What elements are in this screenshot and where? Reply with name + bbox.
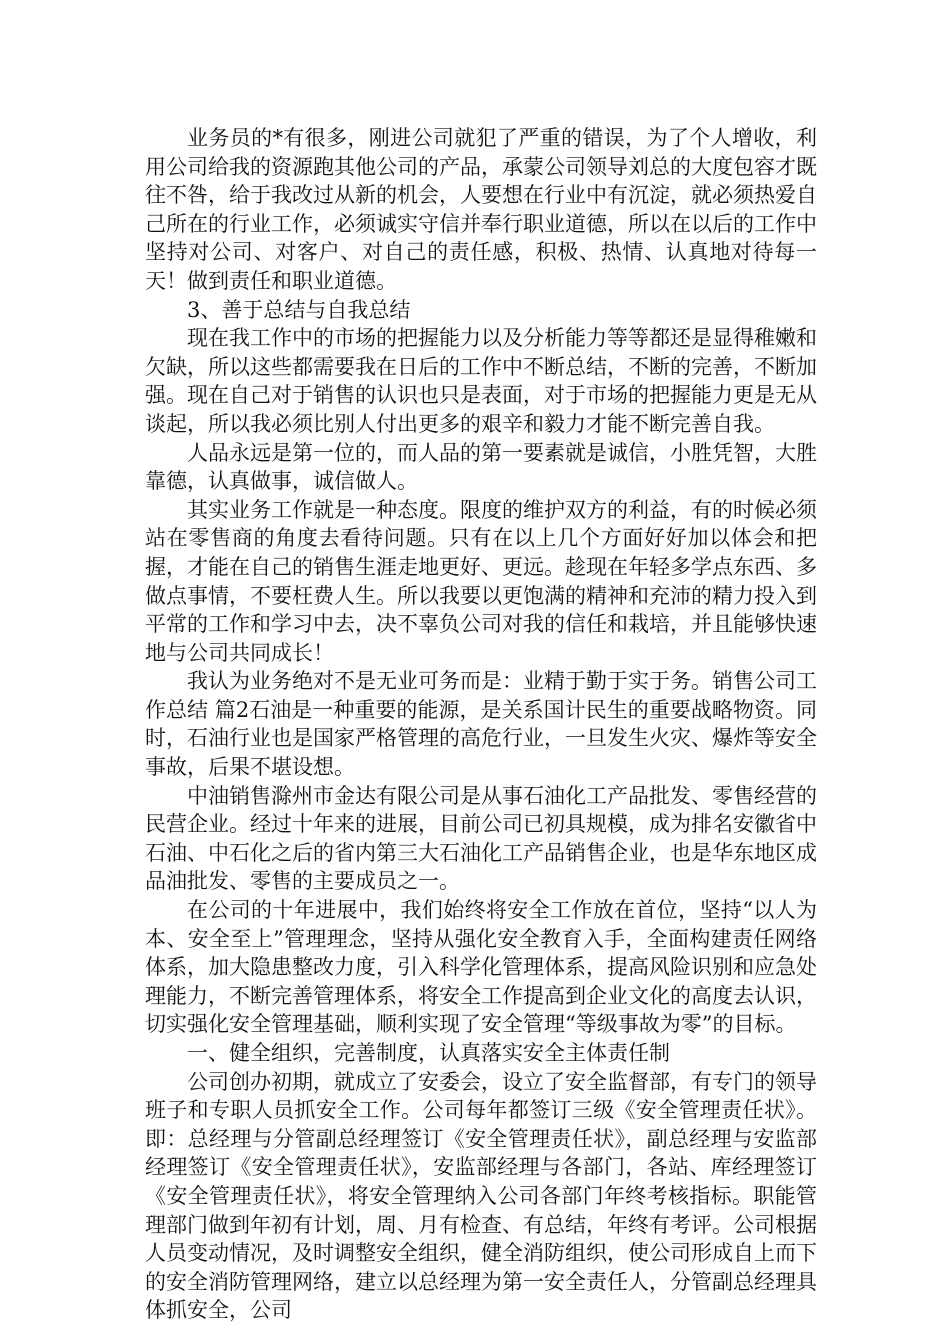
section-heading: 一、健全组织，完善制度，认真落实安全主体责任制: [187, 1041, 670, 1065]
paragraph: 我认为业务绝对不是无业可务而是：业精于勤于实于务。销售公司工作总结 篇2石油是一种重要的能源，是关系国计民生的重要战略物资。同时，石油行业也是国家严格管理的高危行业，一旦发生火灾、爆炸等安全事故，后果不堪设想。: [145, 669, 817, 780]
paragraph: 其实业务工作就是一种态度。限度的维护双方的利益，有的时候必须站在零售商的角度去看待问题。只有在以上几个方面好好加以体会和把握，才能在自己的销售生涯走地更好、更远。趁现在年轻多学点东西、多做点事情，不要枉费人生。所以我要以更饱满的精神和充沛的精力投入到平常的工作和学习中去，决不辜负公司对我的信任和栽培，并且能够快速地与公司共同成长！: [145, 497, 817, 665]
subheading: 3、善于总结与自我总结: [187, 297, 411, 322]
paragraph: 业务员的*有很多，刚进公司就犯了严重的错误，为了个人增收，利用公司给我的资源跑其他公司的产品，承蒙公司领导刘总的大度包容才既往不咎，给于我改过从新的机会，人要想在行业中有沉淀，就必须热爱自己所在的行业工作，必须诚实守信并奉行职业道德，所以在以后的工作中坚持对公司、对客户、对自己的责任感，积极、热情、认真地对待每一天！做到责任和职业道德。: [145, 126, 817, 293]
document-body: [145, 124, 817, 1325]
paragraph: 人品永远是第一位的，而人品的第一要素就是诚信，小胜凭智，大胜靠德，认真做事，诚信做人。: [145, 440, 817, 494]
paragraph: 中油销售滁州市金达有限公司是从事石油化工产品批发、零售经营的民营企业。经过十年来的进展，目前公司已初具规模，成为排名安徽省中石油、中石化之后的省内第三大石油化工产品销售企业，也是华东地区成品油批发、零售的主要成员之一。: [145, 783, 817, 894]
paragraph: 现在我工作中的市场的把握能力以及分析能力等等都还是显得稚嫩和欠缺，所以这些都需要我在日后的工作中不断总结，不断的完善，不断加强。现在自己对于销售的认识也只是表面，对于市场的把握能力更是无从谈起，所以我必须比别人付出更多的艰辛和毅力才能不断完善自我。: [145, 326, 817, 436]
paragraph: 在公司的十年进展中，我们始终将安全工作放在首位，坚持“以人为本、安全至上”管理理念，坚持从强化安全教育入手，全面构建责任网络体系，加大隐患整改力度，引入科学化管理体系，提高风险识别和应急处理能力，不断完善管理体系，将安全工作提高到企业文化的高度去认识，切实强化安全管理基础，顺利实现了安全管理“等级事故为零”的目标。: [145, 898, 817, 1037]
paragraph: 公司创办初期，就成立了安委会，设立了安全监督部，有专门的领导班子和专职人员抓安全工作。公司每年都签订三级《安全管理责任状》。即：总经理与分管副总经理签订《安全管理责任状》，副总经理与安监部经理签订《安全管理责任状》，安监部经理与各部门，各站、库经理签订《安全管理责任状》，将安全管理纳入公司各部门年终考核指标。职能管理部门做到年初有计划，周、月有检查、有总结，年终有考评。公司根据人员变动情况，及时调整安全组织，健全消防组织，使公司形成自上而下的安全消防管理网络，建立以总经理为第一安全责任人，分管副总经理具体抓安全，公司: [145, 1069, 817, 1323]
